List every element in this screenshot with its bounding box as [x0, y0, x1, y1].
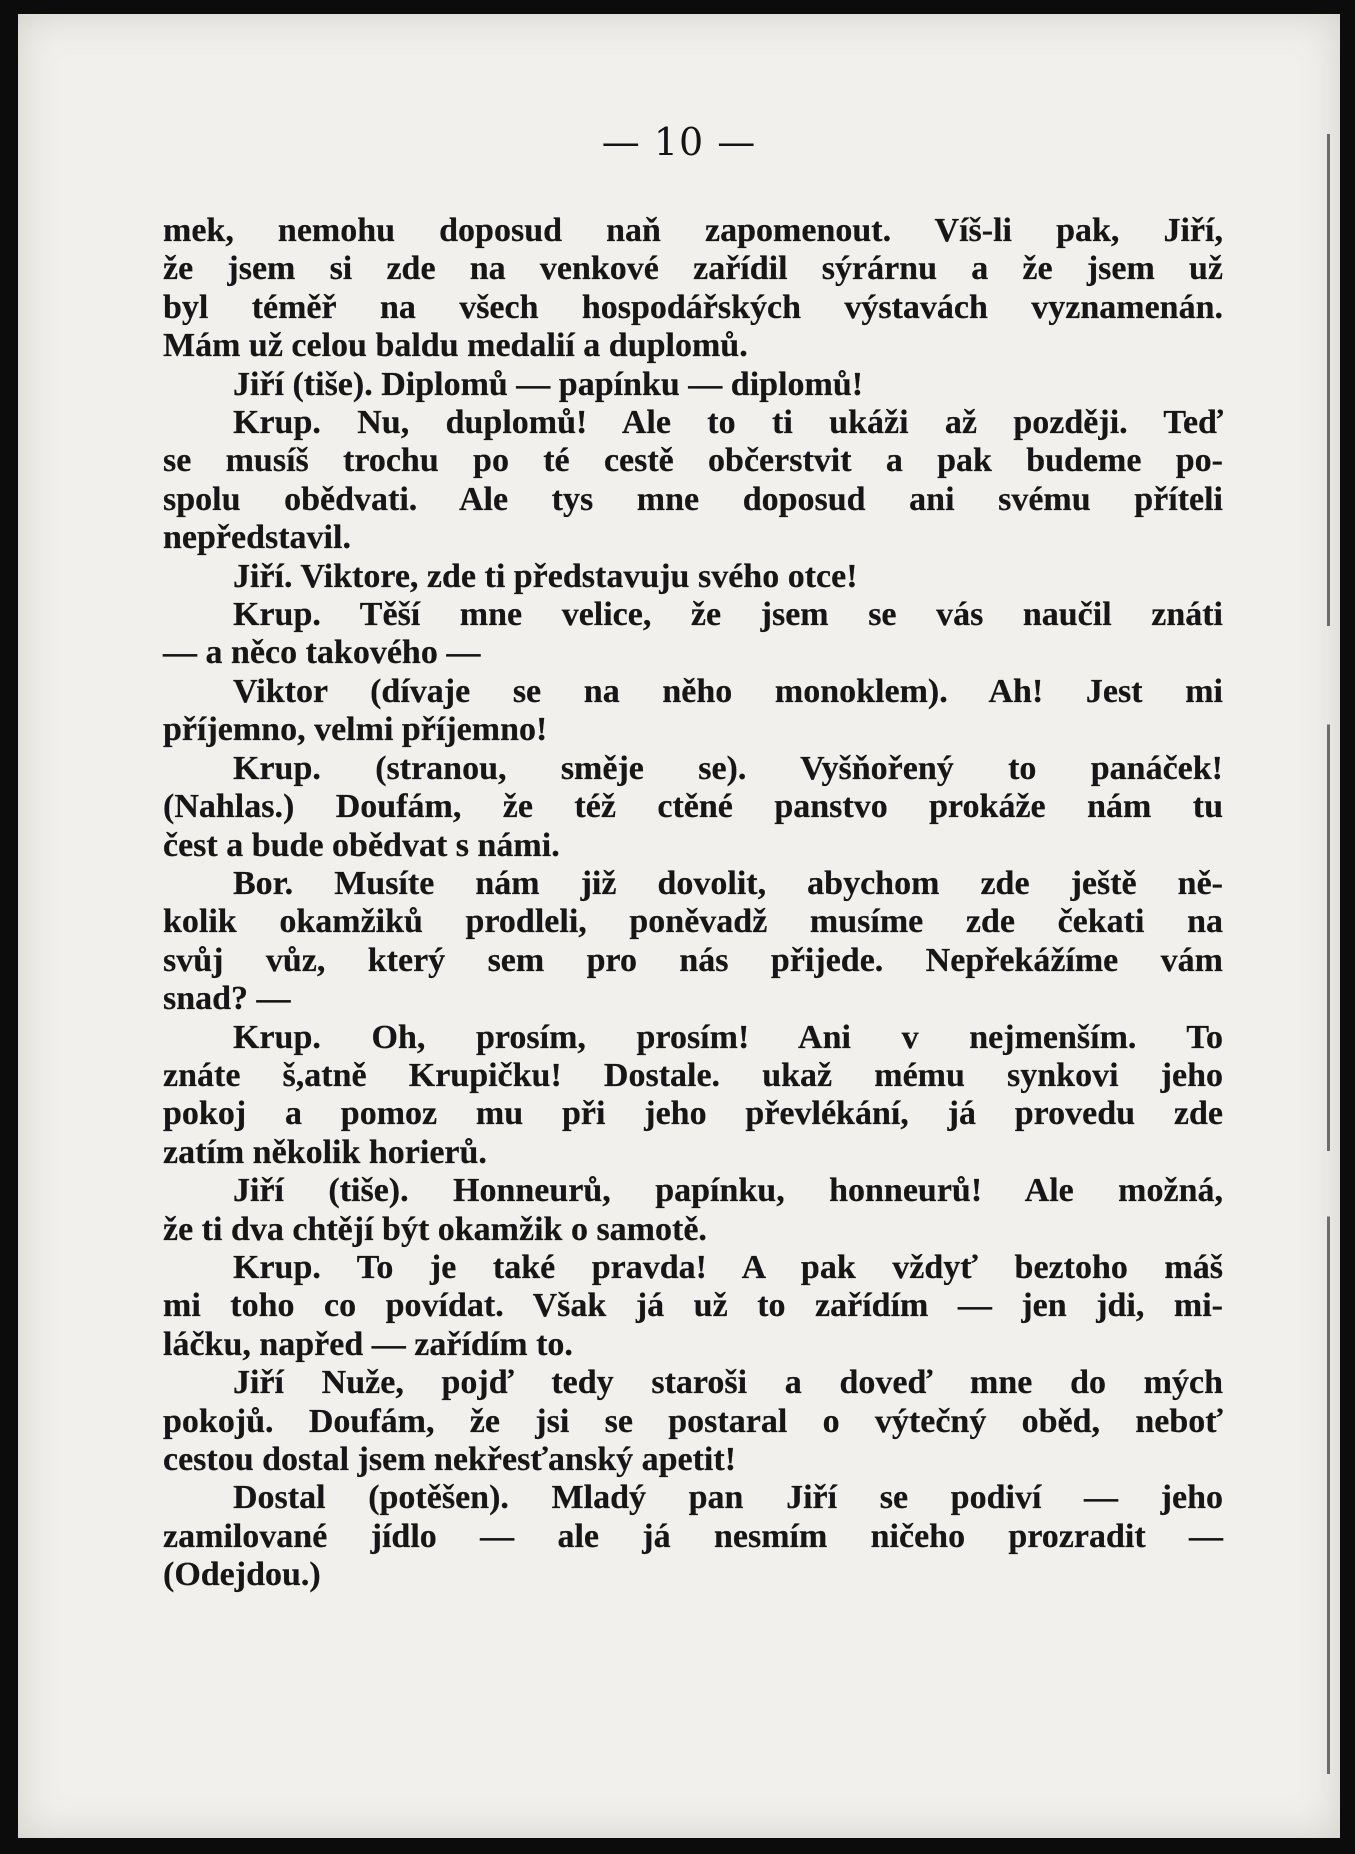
text-line: Krup. Oh, prosím, prosím! Ani v nejmenším. To	[233, 1018, 1223, 1056]
text-line: kolik okamžiků prodleli, poněvadž musíme zde čekati na	[163, 903, 1223, 941]
text-line: že jsem si zde na venkové zařídil sýrárnu a že jsem už	[163, 250, 1223, 288]
text-line: snad? —	[163, 980, 291, 1018]
text-line: láčku, napřed — zařídím to.	[163, 1325, 573, 1363]
text-line: Krup. (stranou, směje se). Vyšňořený to panáček!	[233, 749, 1223, 787]
body-text	[163, 212, 1223, 1595]
text-line: Dostal (potěšen). Mladý pan Jiří se podiví — jeho	[233, 1479, 1223, 1517]
text-line: znáte š,atně Krupičku! Dostale. ukaž mému synkovi jeho	[163, 1056, 1223, 1094]
text-line: svůj vůz, který sem pro nás přijede. Nepřekážíme vám	[163, 941, 1223, 979]
text-line: pokojů. Doufám, že jsi se postaral o výtečný oběd, neboť	[163, 1402, 1223, 1440]
text-line: Viktor (dívaje se na něho monoklem). Ah! Jest mi	[233, 672, 1223, 710]
text-line: (Nahlas.) Doufám, že též ctěné panstvo prokáže nám tu	[163, 788, 1223, 826]
book-page	[18, 14, 1340, 1838]
text-line: mi toho co povídat. Však já už to zařídím — jen jdi, mi-	[163, 1287, 1223, 1325]
text-line: — a něco takového —	[163, 634, 481, 672]
text-line: mek, nemohu doposud naň zapomenout. Víš-li pak, Jiří,	[163, 212, 1223, 249]
text-line: Mám už celou baldu medalií a duplomů.	[163, 327, 748, 365]
text-line: zatím několik horierů.	[163, 1133, 487, 1171]
page-edge-shadow	[1327, 134, 1330, 1774]
text-line: (Odejdou.)	[163, 1556, 321, 1594]
text-line: Krup. To je také pravda! A pak vždyť beztoho máš	[233, 1248, 1223, 1286]
text-line: Jiří (tiše). Honneurů, papínku, honneurů! Ale možná,	[233, 1172, 1223, 1210]
text-line: spolu obědvati. Ale tys mne doposud ani svému příteli	[163, 480, 1223, 518]
text-line: Krup. Nu, duplomů! Ale to ti ukáži až později. Teď	[233, 404, 1223, 442]
text-line: pokoj a pomoz mu při jeho převlékání, já provedu zde	[163, 1095, 1223, 1133]
text-line: že ti dva chtějí být okamžik o samotě.	[163, 1210, 707, 1248]
text-line: byl téměř na všech hospodářských výstavách vyznamenán.	[163, 288, 1223, 326]
text-line: zamilované jídlo — ale já nesmím ničeho prozradit —	[163, 1517, 1223, 1555]
text-line: Jiří. Viktore, zde ti představuju svého otce!	[233, 557, 858, 595]
text-line: Jiří Nuže, pojď tedy staroši a doveď mne do mých	[233, 1364, 1223, 1402]
page-number: — 10 —	[601, 120, 757, 164]
text-line: čest a bude obědvat s námi.	[163, 826, 560, 864]
text-line: Jiří (tiše). Diplomů — papínku — diplomů!	[233, 365, 864, 403]
text-line: se musíš trochu po té cestě občerstvit a pak budeme po-	[163, 442, 1223, 480]
text-line: příjemno, velmi příjemno!	[163, 711, 548, 749]
text-line: Krup. Těší mne velice, že jsem se vás naučil znáti	[233, 596, 1223, 634]
text-line: Bor. Musíte nám již dovolit, abychom zde ještě ně-	[233, 864, 1223, 902]
text-line: cestou dostal jsem nekřesťanský apetit!	[163, 1441, 737, 1478]
text-line: nepředstavil.	[163, 519, 351, 557]
